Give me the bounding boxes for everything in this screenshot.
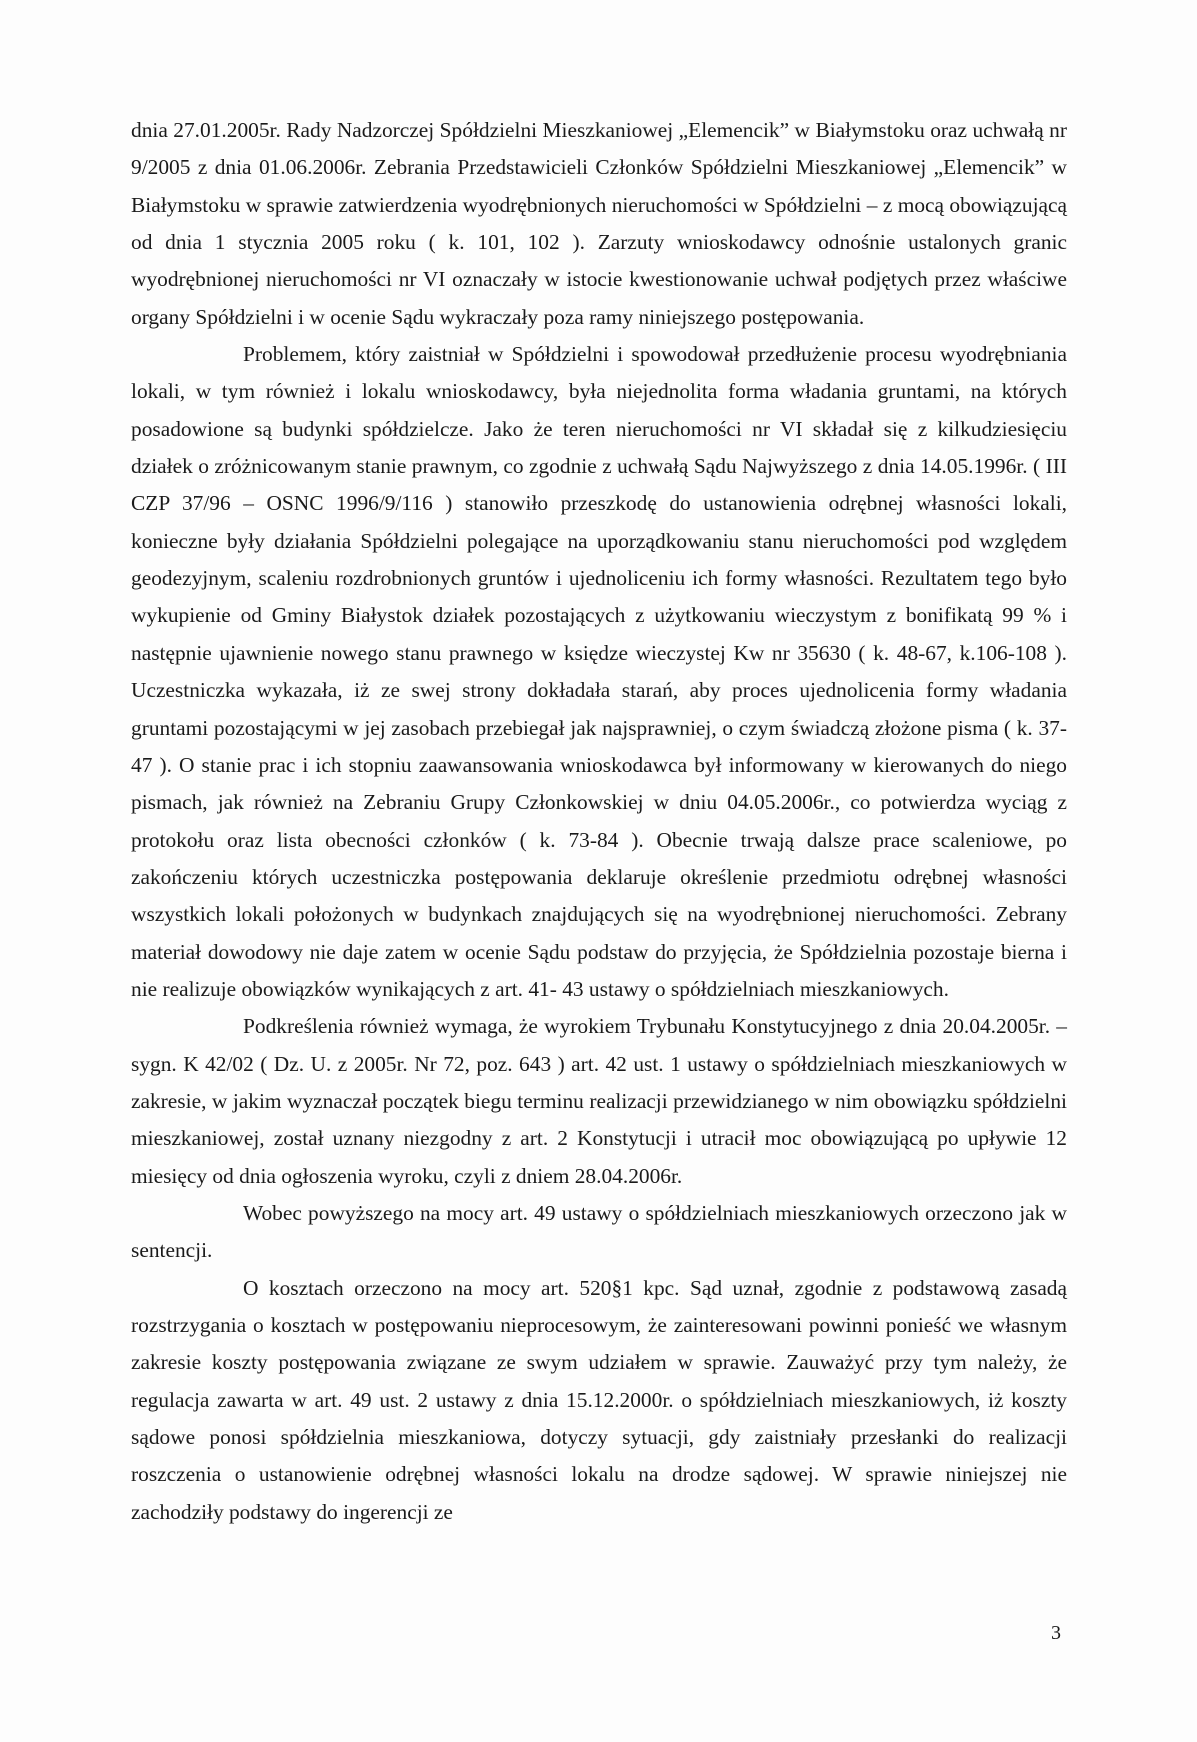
document-body [131, 112, 1067, 1531]
page-number: 3 [1051, 1622, 1061, 1644]
paragraph-1: dnia 27.01.2005r. Rady Nadzorczej Spółdzielni Mieszkaniowej „Elemencik” w Białymstoku oraz uchwałą nr 9/2005 z dnia 01.06.2006r. Zebrania Przedstawicieli Członków Spółdzielni Mieszkaniowej „Elemencik” w Białymstoku w sprawie zatwierdzenia wyodrębnionych nieruchomości w Spółdzielni – z mocą obowiązującą od dnia 1 stycznia 2005 roku ( k. 101, 102 ). Zarzuty wnioskodawcy odnośnie ustalonych granic wyodrębnionej nieruchomości nr VI oznaczały w istocie kwestionowanie uchwał podjętych przez właściwe organy Spółdzielni i w ocenie Sądu wykraczały poza ramy niniejszego postępowania. [131, 118, 1067, 329]
paragraph-4: Wobec powyższego na mocy art. 49 ustawy o spółdzielniach mieszkaniowych orzeczono jak w sentencji. [131, 1200, 1067, 1263]
paragraph-5: O kosztach orzeczono na mocy art. 520§1 kpc. Sąd uznał, zgodnie z podstawową zasadą rozstrzygania o kosztach w postępowaniu nieprocesowym, że zainteresowani powinni ponieść we własnym zakresie koszty postępowania związane ze swym udziałem w sprawie. Zauważyć przy tym należy, że regulacja zawarta w art. 49 ust. 2 ustawy z dnia 15.12.2000r. o spółdzielniach mieszkaniowych, iż koszty sądowe ponosi spółdzielnia mieszkaniowa, dotyczy sytuacji, gdy zaistniały przesłanki do realizacji roszczenia o ustanowienie odrębnej własności lokalu na drodze sądowej. W sprawie niniejszej nie zachodziły podstawy do ingerencji ze [131, 1275, 1067, 1524]
paragraph-3: Podkreślenia również wymaga, że wyrokiem Trybunału Konstytucyjnego z dnia 20.04.2005r. – sygn. K 42/02 ( Dz. U. z 2005r. Nr 72, poz. 643 ) art. 42 ust. 1 ustawy o spółdzielniach mieszkaniowych w zakresie, w jakim wyznaczał początek biegu terminu realizacji przewidzianego w nim obowiązku spółdzielni mieszkaniowej, został uznany niezgodny z art. 2 Konstytucji i utracił moc obowiązującą po upływie 12 miesięcy od dnia ogłoszenia wyroku, czyli z dniem 28.04.2006r. [131, 1014, 1067, 1188]
paragraph-2: Problemem, który zaistniał w Spółdzielni i spowodował przedłużenie procesu wyodrębniania lokali, w tym również i lokalu wnioskodawcy, była niejednolita forma władania gruntami, na których posadowione są budynki spółdzielcze. Jako że teren nieruchomości nr VI składał się z kilkudziesięciu działek o zróżnicowanym stanie prawnym, co zgodnie z uchwałą Sądu Najwyższego z dnia 14.05.1996r. ( III CZP 37/96 – OSNC 1996/9/116 ) stanowiło przeszkodę do ustanowienia odrębnej własności lokali, konieczne były działania Spółdzielni polegające na uporządkowaniu stanu nieruchomości pod względem geodezyjnym, scaleniu rozdrobnionych gruntów i ujednoliceniu ich formy własności. Rezultatem tego było wykupienie od Gminy Białystok działek pozostających z użytkowaniu wieczystym z bonifikatą 99 % i następnie ujawnienie nowego stanu prawnego w księdze wieczystej Kw nr 35630 ( k. 48-67, k.106-108 ). Uczestniczka wykazała, iż ze swej strony dokładała starań, aby proces ujednolicenia formy władania gruntami pozostającymi w jej zasobach przebiegał jak najsprawniej, o czym świadczą złożone pisma ( k. 37- 47 ). O stanie prac i ich stopniu zaawansowania wnioskodawca był informowany w kierowanych do niego pismach, jak również na Zebraniu Grupy Członkowskiej w dniu 04.05.2006r., co potwierdza wyciąg z protokołu oraz lista obecności członków ( k. 73-84 ). Obecnie trwają dalsze prace scaleniowe, po zakończeniu których uczestniczka postępowania deklaruje określenie przedmiotu odrębnej własności wszystkich lokali położonych w budynkach znajdujących się na wyodrębnionej nieruchomości. Zebrany materiał dowodowy nie daje zatem w ocenie Sądu podstaw do przyjęcia, że Spółdzielnia pozostaje bierna i nie realizuje obowiązków wynikających z art. 41- 43 ustawy o spółdzielniach mieszkaniowych. [131, 342, 1067, 1001]
